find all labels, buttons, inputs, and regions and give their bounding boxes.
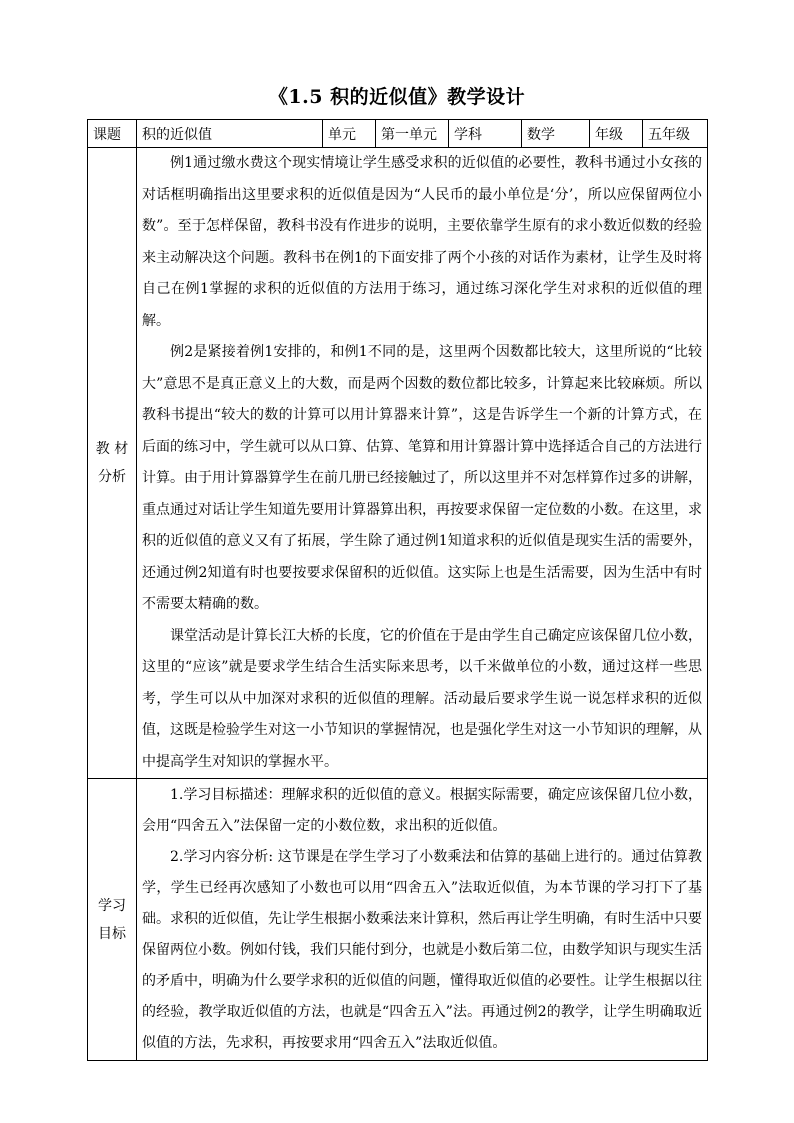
objectives-label-line1: 学习 [98, 897, 126, 914]
unit-value: 第一单元 [376, 120, 449, 148]
header-row [88, 120, 708, 148]
document-title: 《1.5 积的近似值》教学设计 [268, 86, 526, 108]
objectives-paragraph: 1.学习目标描述：理解求积的近似值的意义。根据实际需要，确定应该保留几位小数，会用“四舍五入”法保留一定的小数位数，求出积的近似值。 [142, 787, 702, 834]
unit-label: 单元 [323, 120, 376, 148]
objectives-row [88, 779, 708, 1061]
lesson-design-table [87, 119, 708, 1061]
subject-value: 数学 [522, 120, 590, 148]
analysis-content [137, 148, 708, 779]
analysis-label-line2: 分析 [98, 469, 126, 485]
objectives-label [88, 779, 137, 1061]
analysis-paragraph: 例1通过缴水费这个现实情境让学生感受求积的近似值的必要性，教科书通过小女孩的对话框明确指出这里要求积的近似值是因为“人民币的最小单位是‘分’，所以应保留两位小数”。至于怎样保留，教科书没有作进步的说明，主要依靠学生原有的求小数近似数的经验来主动解决这个问题。教科书在例1的下面安排了两个小孩的对话作为素材，让学生及时将自己在例1掌握的求积的近似值的方法用于练习，通过练习深化学生对求积的近似值的理解。 [142, 155, 702, 329]
analysis-paragraph: 课堂活动是计算长江大桥的长度，它的价值在于是由学生自己确定应该保留几位小数，这里的“应该”就是要求学生结合生活实际来思考，以千米做单位的小数，通过这样一些思考，学生可以从中加深对求积的近似值的理解。活动最后要求学生说一说怎样求积的近似值，这既是检验学生对这一小节知识的掌握情况，也是强化学生对这一小节知识的理解，从中提高学生对知识的掌握水平。 [142, 627, 702, 770]
objectives-paragraph: 2.学习内容分析: 这节课是在学生学习了小数乘法和估算的基础上进行的。通过估算教学，学生已经再次感知了小数也可以用“四舍五入”法取近似值，为本节课的学习打下了基础。求积的近似值，先让学生根据小数乘法来计算积，然后再让学生明确，有时生活中只要保留两位小数。例如付钱，我们只能付到分，也就是小数后第二位，由数学知识与现实生活的矛盾中，明确为什么要学求积的近似值的问题，懂得取近似值的必要性。让学生根据以往的经验，教学取近似值的方法，也就是“四舍五入”法。再通过例2的教学，让学生明确取近似值的方法，先求积，再按要求用“四舍五入”法取近似值。 [142, 849, 702, 1051]
grade-value: 五年级 [643, 120, 708, 148]
analysis-label [88, 148, 137, 779]
subject-label: 学科 [449, 120, 522, 148]
topic-value: 积的近似值 [137, 120, 323, 148]
analysis-paragraph: 例2是紧接着例1安排的，和例1不同的是，这里两个因数都比较大，这里所说的“比较大”意思不是真正意义上的大数，而是两个因数的数位都比较多，计算起来比较麻烦。所以教科书提出“较大的数的计算可以用计算器来计算”，这是告诉学生一个新的计算方式，在后面的练习中，学生就可以从口算、估算、笔算和用计算器计算中选择适合自己的方法进行计算。由于用计算器算学生在前几册已经接触过了，所以这里并不对怎样算作过多的讲解，重点通过对话让学生知道先要用计算器算出积，再按要求保留一定位数的小数。在这里，求积的近似值的意义又有了拓展，学生除了通过例1知道求积的近似值是现实生活的需要外，还通过例2知道有时也要按要求保留积的近似值。这实际上也是生活需要，因为生活中有时不需要太精确的数。 [142, 344, 702, 612]
analysis-label-line1: 教 材 [95, 441, 129, 457]
objectives-label-line2: 目标 [98, 925, 126, 942]
topic-label: 课题 [88, 120, 137, 148]
grade-label: 年级 [590, 120, 643, 148]
analysis-row [88, 148, 708, 779]
objectives-content [137, 779, 708, 1061]
